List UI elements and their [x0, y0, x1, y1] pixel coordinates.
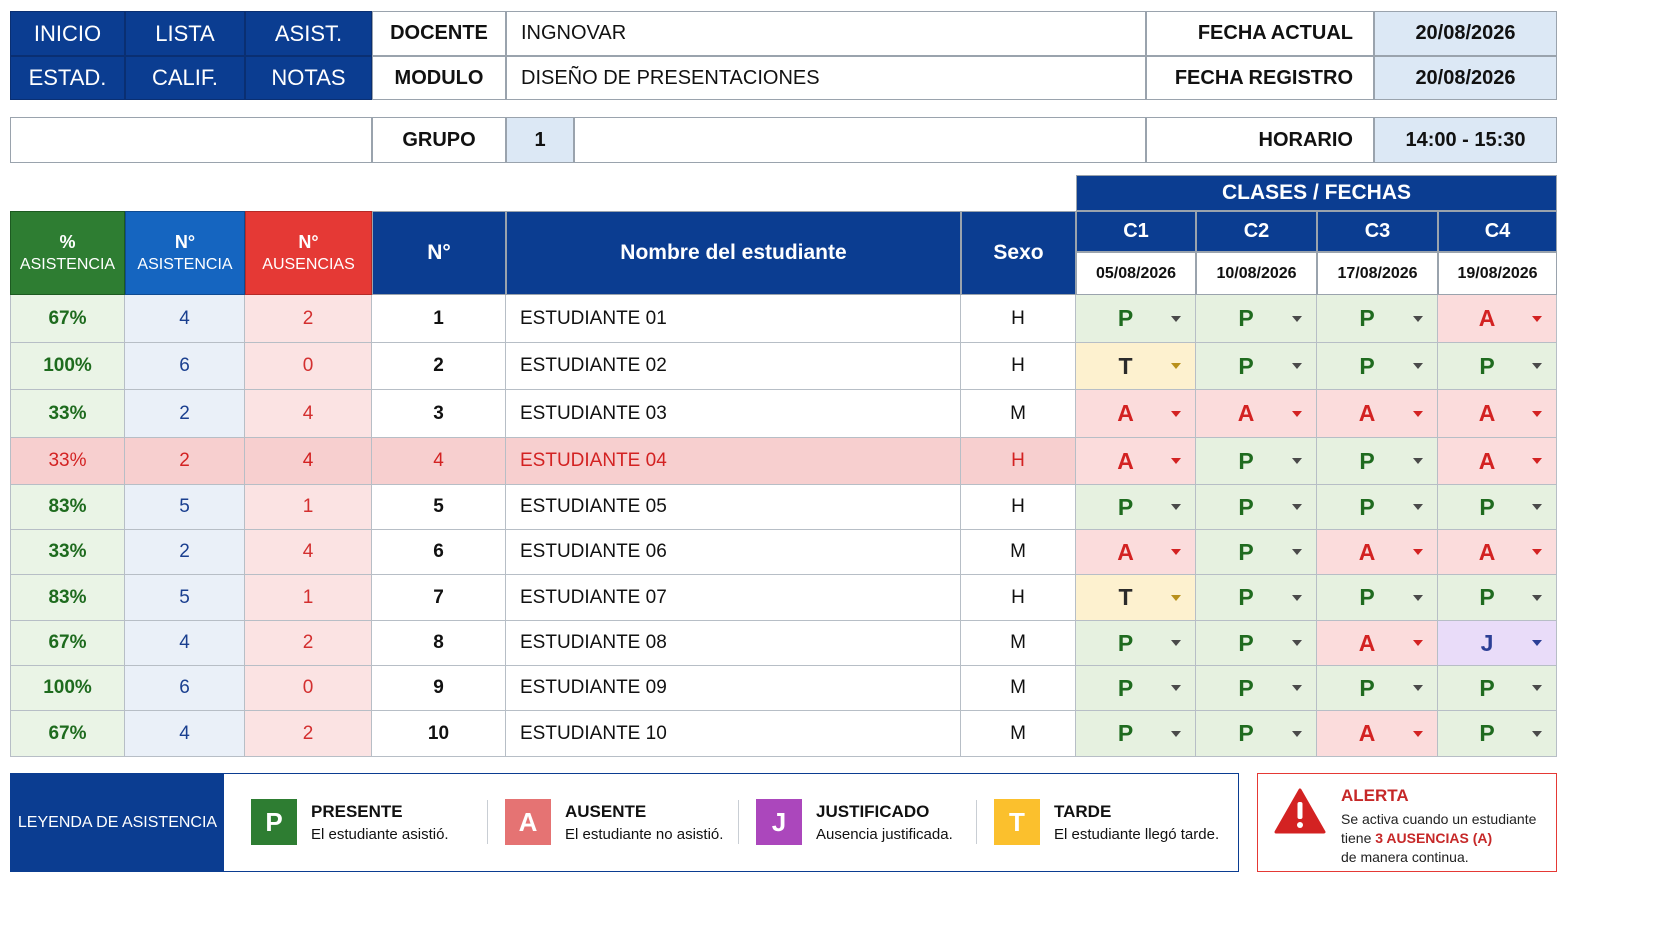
dropdown-arrow-icon[interactable]	[1171, 411, 1181, 417]
attendance-dropdown-c1[interactable]	[1076, 711, 1196, 757]
dropdown-arrow-icon[interactable]	[1171, 731, 1181, 737]
num-ausencias-cell: 4	[245, 438, 372, 485]
numero-cell: 1	[372, 295, 506, 343]
attendance-dropdown-c1[interactable]	[1076, 343, 1196, 390]
legend-item-justificado	[756, 799, 953, 845]
attendance-dropdown-c2[interactable]	[1196, 575, 1317, 621]
num-ausencias-cell: 4	[245, 390, 372, 438]
attendance-value: P	[1238, 720, 1254, 746]
student-name-cell[interactable]: ESTUDIANTE 10	[506, 711, 961, 757]
dropdown-arrow-icon[interactable]	[1413, 504, 1423, 510]
num-asistencia-cell: 5	[125, 485, 245, 530]
attendance-dropdown-c4[interactable]	[1438, 343, 1557, 390]
num-ausencias-header	[245, 211, 372, 295]
sexo-cell[interactable]: H	[961, 343, 1076, 390]
alert-line-pre: tiene	[1341, 829, 1376, 846]
nombre-header: Nombre del estudiante	[506, 211, 961, 295]
attendance-dropdown-c1[interactable]	[1076, 438, 1196, 485]
legend-box	[10, 773, 1239, 872]
attendance-value: P	[1117, 493, 1134, 520]
attendance-dropdown-c3[interactable]	[1317, 343, 1438, 390]
grupo-value[interactable]: 1	[506, 117, 574, 163]
legend-divider	[976, 800, 977, 844]
legend-item-title: TARDE	[1054, 801, 1112, 821]
class-date-c2[interactable]: 10/08/2026	[1196, 252, 1317, 295]
attendance-value: P	[1359, 674, 1375, 701]
attendance-value: A	[1478, 400, 1496, 426]
legend-item-presente	[251, 799, 449, 845]
num-asistencia-cell: 4	[125, 295, 245, 343]
legend-text	[816, 802, 953, 843]
attendance-value: A	[1478, 538, 1496, 565]
attendance-value: P	[1479, 352, 1495, 379]
attendance-dropdown-c2[interactable]	[1196, 390, 1317, 438]
attendance-dropdown-c3[interactable]	[1317, 390, 1438, 438]
attendance-value: A	[1358, 720, 1376, 746]
attendance-value: P	[1238, 352, 1254, 379]
alert-line: de manera continua.	[1341, 848, 1469, 865]
attendance-dropdown-c1[interactable]	[1076, 666, 1196, 711]
legend-swatch: P	[251, 799, 297, 845]
legend-text	[565, 802, 723, 843]
numero-cell: 6	[372, 530, 506, 575]
legend-item-tarde	[994, 799, 1219, 845]
attendance-dropdown-c4[interactable]	[1438, 666, 1557, 711]
num-ausencias-cell: 2	[245, 621, 372, 666]
dropdown-arrow-icon[interactable]	[1413, 316, 1423, 322]
attendance-value: P	[1117, 305, 1134, 331]
attendance-value: A	[1358, 538, 1376, 565]
numero-cell: 4	[372, 438, 506, 485]
num-asistencia-cell: 6	[125, 666, 245, 711]
header-line: N°	[174, 232, 196, 253]
num-ausencias-cell: 1	[245, 485, 372, 530]
blank-cell	[574, 117, 1146, 163]
num-asistencia-cell: 6	[125, 343, 245, 390]
pct-asistencia-header	[10, 211, 125, 295]
attendance-dropdown-c2[interactable]	[1196, 666, 1317, 711]
numero-cell: 5	[372, 485, 506, 530]
attendance-value: P	[1117, 674, 1134, 701]
attendance-dropdown-c3[interactable]	[1317, 295, 1438, 343]
nav-calif-button[interactable]: CALIF.	[125, 56, 245, 100]
pct-asistencia-cell: 67%	[10, 711, 125, 757]
attendance-value: P	[1238, 584, 1254, 610]
attendance-dropdown-c3[interactable]	[1317, 438, 1438, 485]
dropdown-arrow-icon[interactable]	[1413, 640, 1423, 646]
attendance-value: A	[1358, 400, 1376, 426]
alert-text	[1341, 810, 1536, 867]
dropdown-arrow-icon[interactable]	[1292, 595, 1302, 601]
sexo-cell[interactable]: M	[961, 530, 1076, 575]
dropdown-arrow-icon[interactable]	[1532, 595, 1542, 601]
student-name-cell[interactable]: ESTUDIANTE 03	[506, 390, 961, 438]
nav-notas-button[interactable]: NOTAS	[245, 56, 372, 100]
pct-asistencia-cell: 83%	[10, 485, 125, 530]
attendance-value: P	[1238, 305, 1254, 331]
class-label-c2: C2	[1196, 211, 1317, 252]
class-date-c1[interactable]: 05/08/2026	[1076, 252, 1196, 295]
dropdown-arrow-icon[interactable]	[1171, 640, 1181, 646]
attendance-dropdown-c1[interactable]	[1076, 575, 1196, 621]
dropdown-arrow-icon[interactable]	[1532, 458, 1542, 464]
modulo-value[interactable]: DISEÑO DE PRESENTACIONES	[506, 56, 1146, 100]
student-name-cell[interactable]: ESTUDIANTE 08	[506, 621, 961, 666]
student-name-cell[interactable]: ESTUDIANTE 05	[506, 485, 961, 530]
num-asistencia-cell: 2	[125, 390, 245, 438]
dropdown-arrow-icon[interactable]	[1171, 685, 1181, 691]
dropdown-arrow-icon[interactable]	[1292, 685, 1302, 691]
legend-divider	[487, 800, 488, 844]
pct-asistencia-cell: 100%	[10, 343, 125, 390]
dropdown-arrow-icon[interactable]	[1292, 411, 1302, 417]
num-ausencias-cell: 1	[245, 575, 372, 621]
legend-item-title: JUSTIFICADO	[816, 801, 930, 821]
attendance-dropdown-c1[interactable]	[1076, 530, 1196, 575]
attendance-dropdown-c3[interactable]	[1317, 621, 1438, 666]
dropdown-arrow-icon[interactable]	[1532, 411, 1542, 417]
legend-swatch: A	[505, 799, 551, 845]
dropdown-arrow-icon[interactable]	[1171, 316, 1181, 322]
alert-box	[1257, 773, 1557, 872]
attendance-value: T	[1118, 352, 1133, 379]
attendance-dropdown-c4[interactable]	[1438, 530, 1557, 575]
legend-item-desc: El estudiante llegó tarde.	[1054, 825, 1220, 843]
attendance-value: P	[1117, 629, 1134, 656]
attendance-dropdown-c1[interactable]	[1076, 621, 1196, 666]
numero-cell: 7	[372, 575, 506, 621]
attendance-value: P	[1479, 493, 1495, 520]
num-ausencias-cell: 2	[245, 295, 372, 343]
header-line: AUSENCIAS	[262, 256, 355, 274]
attendance-value: P	[1479, 584, 1495, 610]
horario-label: HORARIO	[1146, 117, 1374, 163]
fecha-actual-label: FECHA ACTUAL	[1146, 11, 1374, 56]
warning-icon	[1274, 788, 1326, 834]
num-asistencia-cell: 5	[125, 575, 245, 621]
legend-item-title: AUSENTE	[565, 801, 647, 821]
attendance-dropdown-c1[interactable]	[1076, 485, 1196, 530]
dropdown-arrow-icon[interactable]	[1413, 685, 1423, 691]
attendance-dropdown-c2[interactable]	[1196, 343, 1317, 390]
alert-line	[1341, 829, 1536, 848]
dropdown-arrow-icon[interactable]	[1532, 504, 1542, 510]
dropdown-arrow-icon[interactable]	[1171, 458, 1181, 464]
attendance-value: A	[1478, 447, 1496, 474]
attendance-dropdown-c3[interactable]	[1317, 711, 1438, 757]
grupo-label: GRUPO	[372, 117, 506, 163]
fecha-actual-value: 20/08/2026	[1374, 11, 1557, 56]
sexo-cell[interactable]: M	[961, 390, 1076, 438]
num-asistencia-header	[125, 211, 245, 295]
attendance-value: P	[1238, 447, 1254, 474]
dropdown-arrow-icon[interactable]	[1413, 549, 1423, 555]
legend-title: LEYENDA DE ASISTENCIA	[11, 774, 224, 871]
pct-asistencia-cell: 67%	[10, 621, 125, 666]
nav-estad-button[interactable]: ESTAD.	[10, 56, 125, 100]
dropdown-arrow-icon[interactable]	[1292, 731, 1302, 737]
pct-asistencia-cell: 67%	[10, 295, 125, 343]
dropdown-arrow-icon[interactable]	[1171, 595, 1181, 601]
dropdown-arrow-icon[interactable]	[1292, 549, 1302, 555]
dropdown-arrow-icon[interactable]	[1532, 316, 1542, 322]
alert-highlight: 3 AUSENCIAS (A)	[1375, 829, 1493, 846]
attendance-dropdown-c3[interactable]	[1317, 530, 1438, 575]
nav-lista-button[interactable]: LISTA	[125, 11, 245, 56]
attendance-value: P	[1238, 493, 1254, 520]
attendance-value: A	[1478, 305, 1496, 331]
attendance-dropdown-c3[interactable]	[1317, 485, 1438, 530]
attendance-dropdown-c4[interactable]	[1438, 485, 1557, 530]
header-line: ASISTENCIA	[19, 256, 116, 274]
student-name-cell[interactable]: ESTUDIANTE 06	[506, 530, 961, 575]
attendance-value: A	[1237, 400, 1255, 426]
student-name-cell[interactable]: ESTUDIANTE 09	[506, 666, 961, 711]
attendance-dropdown-c4[interactable]	[1438, 438, 1557, 485]
dropdown-arrow-icon[interactable]	[1532, 731, 1542, 737]
fecha-registro-value[interactable]: 20/08/2026	[1374, 56, 1557, 100]
numero-cell: 2	[372, 343, 506, 390]
dropdown-arrow-icon[interactable]	[1413, 595, 1423, 601]
dropdown-arrow-icon[interactable]	[1171, 363, 1181, 369]
attendance-value: P	[1359, 584, 1375, 610]
attendance-value: P	[1238, 629, 1254, 656]
num-ausencias-cell: 4	[245, 530, 372, 575]
header-line: %	[59, 232, 76, 253]
dropdown-arrow-icon[interactable]	[1292, 640, 1302, 646]
pct-asistencia-cell: 83%	[10, 575, 125, 621]
legend-item-desc: Ausencia justificada.	[816, 825, 953, 843]
sexo-cell[interactable]: H	[961, 438, 1076, 485]
attendance-dropdown-c4[interactable]	[1438, 621, 1557, 666]
attendance-value: T	[1118, 584, 1133, 610]
legend-item-desc: El estudiante no asistió.	[565, 825, 724, 843]
dropdown-arrow-icon[interactable]	[1532, 549, 1542, 555]
legend-item-ausente	[505, 799, 723, 845]
student-name-cell[interactable]: ESTUDIANTE 01	[506, 295, 961, 343]
fecha-registro-label: FECHA REGISTRO	[1146, 56, 1374, 100]
sexo-header: Sexo	[961, 211, 1076, 295]
numero-cell: 3	[372, 390, 506, 438]
modulo-label: MODULO	[372, 56, 506, 100]
dropdown-arrow-icon[interactable]	[1171, 549, 1181, 555]
attendance-dropdown-c1[interactable]	[1076, 295, 1196, 343]
pct-asistencia-cell: 33%	[10, 530, 125, 575]
clases-fechas-title: CLASES / FECHAS	[1076, 175, 1557, 211]
dropdown-arrow-icon[interactable]	[1413, 731, 1423, 737]
legend-item-desc: El estudiante asistió.	[311, 825, 449, 843]
dropdown-arrow-icon[interactable]	[1292, 504, 1302, 510]
pct-asistencia-cell: 100%	[10, 666, 125, 711]
sexo-cell[interactable]: M	[961, 666, 1076, 711]
sexo-cell[interactable]: M	[961, 711, 1076, 757]
class-label-c4: C4	[1438, 211, 1557, 252]
attendance-value: P	[1359, 493, 1375, 520]
attendance-dropdown-c2[interactable]	[1196, 621, 1317, 666]
sexo-cell[interactable]: H	[961, 295, 1076, 343]
dropdown-arrow-icon[interactable]	[1413, 363, 1423, 369]
dropdown-arrow-icon[interactable]	[1292, 458, 1302, 464]
attendance-dropdown-c3[interactable]	[1317, 575, 1438, 621]
num-asistencia-cell: 2	[125, 530, 245, 575]
attendance-value: P	[1359, 447, 1375, 474]
attendance-dropdown-c2[interactable]	[1196, 485, 1317, 530]
attendance-value: P	[1238, 674, 1254, 701]
attendance-value: P	[1359, 305, 1375, 331]
class-label-c3: C3	[1317, 211, 1438, 252]
dropdown-arrow-icon[interactable]	[1413, 411, 1423, 417]
header-line: N°	[298, 232, 319, 253]
sexo-cell[interactable]: H	[961, 575, 1076, 621]
sexo-cell[interactable]: H	[961, 485, 1076, 530]
legend-item-title: PRESENTE	[311, 801, 403, 821]
dropdown-arrow-icon[interactable]	[1292, 316, 1302, 322]
horario-value[interactable]: 14:00 - 15:30	[1374, 117, 1557, 163]
attendance-dropdown-c4[interactable]	[1438, 295, 1557, 343]
attendance-dropdown-c4[interactable]	[1438, 390, 1557, 438]
numero-cell: 10	[372, 711, 506, 757]
attendance-dropdown-c3[interactable]	[1317, 666, 1438, 711]
legend-text	[311, 802, 449, 843]
num-ausencias-cell: 0	[245, 343, 372, 390]
dropdown-arrow-icon[interactable]	[1171, 504, 1181, 510]
num-asistencia-cell: 2	[125, 438, 245, 485]
class-date-c3[interactable]: 17/08/2026	[1317, 252, 1438, 295]
attendance-dropdown-c2[interactable]	[1196, 530, 1317, 575]
nav-asist-button[interactable]: ASIST.	[245, 11, 372, 56]
dropdown-arrow-icon[interactable]	[1532, 363, 1542, 369]
num-asistencia-cell: 4	[125, 621, 245, 666]
attendance-dropdown-c2[interactable]	[1196, 711, 1317, 757]
docente-value[interactable]: INGNOVAR	[506, 11, 1146, 56]
legend-divider	[738, 800, 739, 844]
attendance-value: P	[1479, 720, 1495, 746]
pct-asistencia-cell: 33%	[10, 390, 125, 438]
student-name-cell[interactable]: ESTUDIANTE 07	[506, 575, 961, 621]
numero-cell: 9	[372, 666, 506, 711]
attendance-value: A	[1117, 538, 1134, 565]
numero-header: N°	[372, 211, 506, 295]
num-asistencia-cell: 4	[125, 711, 245, 757]
attendance-value: P	[1479, 674, 1495, 701]
legend-swatch: T	[994, 799, 1040, 845]
num-ausencias-cell: 2	[245, 711, 372, 757]
legend-swatch: J	[756, 799, 802, 845]
attendance-dropdown-c4[interactable]	[1438, 711, 1557, 757]
dropdown-arrow-icon[interactable]	[1532, 640, 1542, 646]
dropdown-arrow-icon[interactable]	[1292, 363, 1302, 369]
alert-line: Se activa cuando un estudiante	[1341, 811, 1537, 827]
header-line: ASISTENCIA	[137, 256, 233, 274]
attendance-dropdown-c1[interactable]	[1076, 390, 1196, 438]
attendance-value: A	[1358, 629, 1376, 656]
student-name-cell[interactable]: ESTUDIANTE 04	[506, 438, 961, 485]
attendance-dropdown-c4[interactable]	[1438, 575, 1557, 621]
blank-cell	[10, 117, 372, 163]
attendance-value: J	[1480, 629, 1494, 656]
attendance-value: P	[1117, 720, 1134, 746]
legend-text	[1054, 802, 1219, 843]
docente-label: DOCENTE	[372, 11, 506, 56]
dropdown-arrow-icon[interactable]	[1532, 685, 1542, 691]
attendance-dropdown-c2[interactable]	[1196, 438, 1317, 485]
dropdown-arrow-icon[interactable]	[1413, 458, 1423, 464]
attendance-value: A	[1117, 400, 1134, 426]
attendance-value: P	[1359, 352, 1375, 379]
nav-inicio-button[interactable]: INICIO	[10, 11, 125, 56]
class-label-c1: C1	[1076, 211, 1196, 252]
sexo-cell[interactable]: M	[961, 621, 1076, 666]
pct-asistencia-cell: 33%	[10, 438, 125, 485]
attendance-value: A	[1117, 447, 1134, 474]
numero-cell: 8	[372, 621, 506, 666]
attendance-dropdown-c2[interactable]	[1196, 295, 1317, 343]
attendance-value: P	[1238, 538, 1254, 565]
student-name-cell[interactable]: ESTUDIANTE 02	[506, 343, 961, 390]
class-date-c4[interactable]: 19/08/2026	[1438, 252, 1557, 295]
alert-title: ALERTA	[1341, 786, 1409, 805]
num-ausencias-cell: 0	[245, 666, 372, 711]
